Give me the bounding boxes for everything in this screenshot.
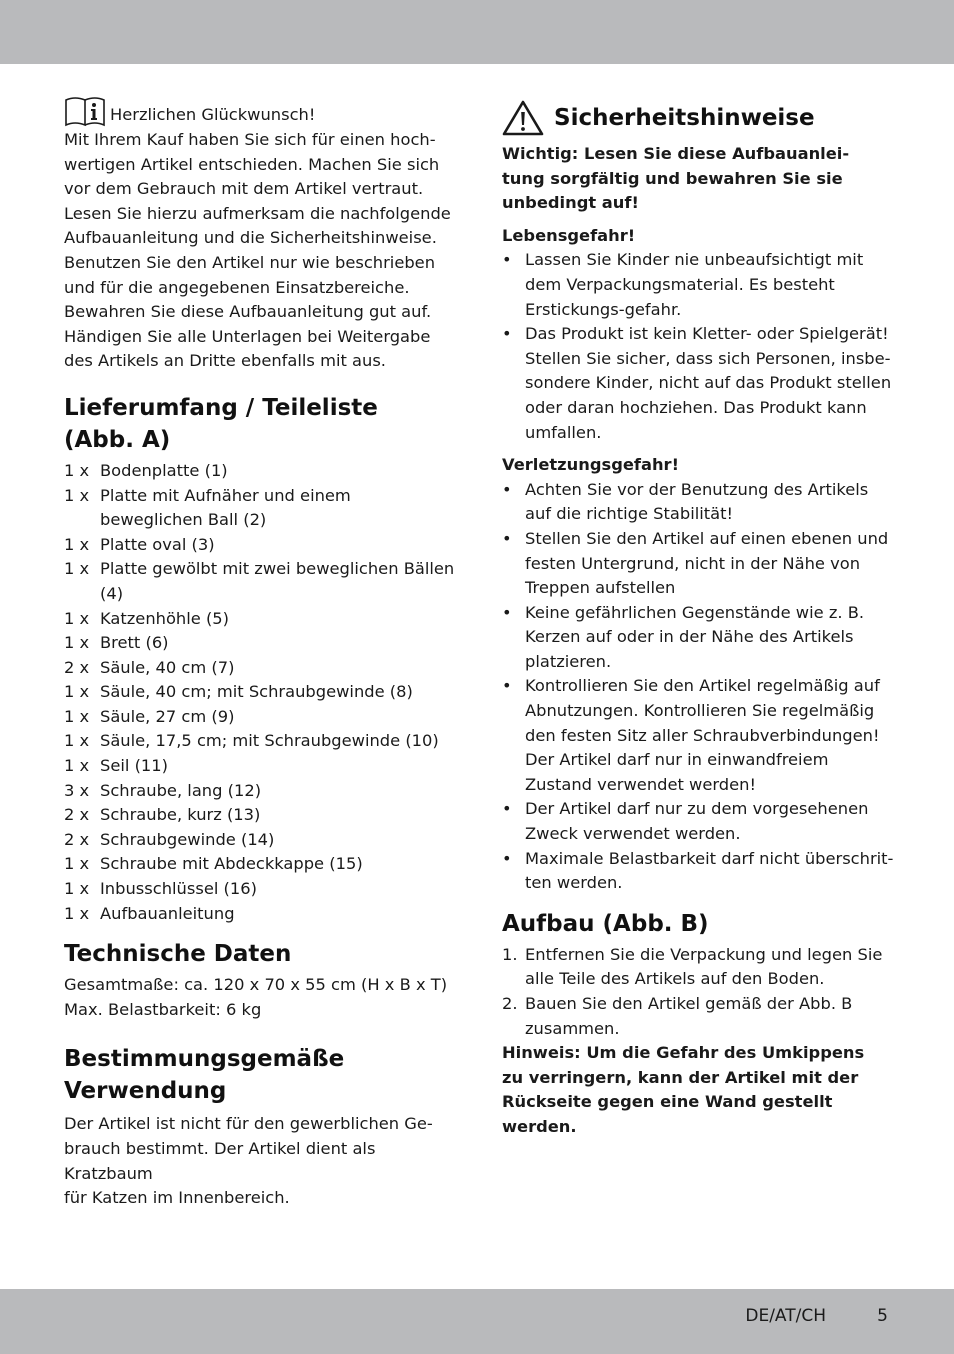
list-item [64,459,456,484]
bullet: • [502,528,512,548]
part-qty: 1 x [64,903,90,923]
list-item [64,828,456,853]
lieferumfang-heading-line1: Lieferumfang / Teileliste [64,394,378,421]
technische-daten-heading: Technische Daten [64,941,292,968]
step-number: 1. [502,944,518,964]
part-qty: 1 x [64,682,90,702]
part-name: Inbusschlüssel (16) [100,879,257,899]
part-name: Katzenhöhle (5) [100,608,230,628]
part-qty: 3 x [64,780,90,800]
lieferumfang-heading [64,392,456,456]
wichtig-line: tung sorgfältig und bewahren Sie sie [502,168,843,188]
intro-line: und für die angegebenen Einsatzbereiche. [64,277,410,297]
wichtig-line: Wichtig: Lesen Sie diese Aufbauanlei- [502,144,850,163]
list-item [502,478,894,527]
part-name: Bodenplatte (1) [100,460,228,480]
part-qty: 1 x [64,731,90,751]
aufbau-heading: Aufbau (Abb. B) [502,910,709,937]
intro-text [64,128,456,374]
intro-line: Benutzen Sie den Artikel nur wie beschrieben [64,252,436,272]
part-qty: 1 x [64,854,90,874]
footer-region: DE/AT/CH [745,1306,826,1326]
intro-line: Mit Ihrem Kauf haben Sie sich für einen hoch- [64,130,436,149]
list-item [64,656,456,681]
bullet-text: Lassen Sie Kinder nie unbeaufsichtigt mit dem Verpackungsmaterial. Es besteht Erstickungs-gefahr. [525,250,864,319]
bullet: • [502,602,512,622]
hinweis-line: zu verringern, kann der Artikel mit der [502,1067,859,1087]
list-item [502,527,894,601]
lebensgefahr-list [502,248,894,445]
lieferumfang-heading-line2: (Abb. A) [64,426,171,453]
part-name: Schraubgewinde (14) [100,829,275,849]
intro-greeting: Herzlichen Glückwunsch! [110,105,316,125]
bullet-text: Keine gefährlichen Gegenstände wie z. B. Kerzen auf oder in der Nähe des Artikels platzieren. [525,602,865,671]
bullet-text: Kontrollieren Sie den Artikel regelmäßig auf Abnutzungen. Kontrollieren Sie regelmäßig den festen Sitz aller Schraubverbindungen! Der Artikel darf nur in einwandfreiem Zustand verwendet werden! [525,676,880,794]
part-name: Säule, 40 cm; mit Schraubgewinde (8) [100,682,413,702]
tech-max-load: Max. Belastbarkeit: 6 kg [64,999,262,1019]
left-column [64,96,456,1211]
parts-list [64,459,456,926]
list-item [64,705,456,730]
part-qty: 1 x [64,633,90,653]
bestimmung-heading-line1: Bestimmungsgemäße [64,1046,345,1073]
hinweis-line: Rückseite gegen eine Wand gestellt [502,1092,833,1112]
list-item [64,484,456,533]
list-item [64,779,456,804]
part-name: Schraube, kurz (13) [100,805,261,825]
list-item [64,877,456,902]
part-qty: 1 x [64,879,90,899]
bestimmung-line: für Katzen im Innenbereich. [64,1188,290,1208]
bullet: • [502,479,512,499]
list-item [64,680,456,705]
bullet: • [502,324,512,344]
part-name: Schraube mit Abdeckkappe (15) [100,854,363,874]
intro-line: Aufbauanleitung und die Sicherheitshinweise. [64,228,437,248]
lebensgefahr-heading: Lebensgefahr! [502,225,636,245]
bullet-text: Das Produkt ist kein Kletter- oder Spielgerät! Stellen Sie sicher, dass sich Personen, insbe-sondere Kinder, nicht auf das Produkt stellen oder daran hochziehen. Das Produkt kann umfallen. [525,324,892,442]
list-item [64,803,456,828]
safety-heading-row [502,100,894,136]
right-column [502,96,894,1140]
intro-line: wertigen Artikel entschieden. Machen Sie sich [64,154,440,174]
list-item [64,754,456,779]
list-item [502,322,894,445]
list-item [502,601,894,675]
info-book-icon [64,96,108,128]
step-text: Entfernen Sie die Verpackung und legen Sie alle Teile des Artikels auf den Boden. [525,944,883,989]
list-item [64,902,456,927]
safety-heading: Sicherheitshinweise [554,105,815,131]
intro-line: Bewahren Sie diese Aufbauanleitung gut auf. [64,302,432,322]
list-item [64,533,456,558]
part-name: Schraube, lang (12) [100,780,262,800]
list-item [64,557,456,606]
intro-line: vor dem Gebrauch mit dem Artikel vertraut. [64,179,424,199]
part-name: Brett (6) [100,633,169,653]
wichtig-line: unbedingt auf! [502,193,639,213]
list-item [64,631,456,656]
page-number: 5 [877,1306,888,1326]
tech-dimensions: Gesamtmaße: ca. 120 x 70 x 55 cm (H x B x T) [64,975,448,995]
bestimmung-line: Der Artikel ist nicht für den gewerblichen Ge- [64,1114,433,1134]
part-qty: 1 x [64,534,90,554]
bullet: • [502,250,512,270]
intro-line: Händigen Sie alle Unterlagen bei Weitergabe [64,326,431,346]
step-number: 2. [502,994,518,1013]
hinweis-line: werden. [502,1116,577,1136]
part-qty: 1 x [64,460,90,480]
part-name: Platte oval (3) [100,534,215,554]
bullet: • [502,676,512,696]
list-item [64,729,456,754]
part-name: Aufbauanleitung [100,903,235,923]
part-qty: 1 x [64,608,90,628]
bestimmung-heading [64,1043,456,1107]
list-item [502,992,894,1041]
part-qty: 2 x [64,657,90,677]
list-item [502,248,894,322]
step-text: Bauen Sie den Artikel gemäß der Abb. B zusammen. [525,994,853,1038]
intro-line: des Artikels an Dritte ebenfalls mit aus. [64,351,386,371]
part-qty: 1 x [64,559,90,579]
bullet-text: Maximale Belastbarkeit darf nicht überschrit-ten werden. [525,848,894,893]
list-item [64,852,456,877]
part-name: Platte gewölbt mit zwei beweglichen Bällen (4) [100,559,455,603]
list-item [502,674,894,797]
part-qty: 1 x [64,485,90,505]
warning-triangle-icon [502,100,544,136]
part-name: Säule, 40 cm (7) [100,657,235,677]
list-item [502,847,894,896]
bestimmung-line: brauch bestimmt. Der Artikel dient als Kratzbaum [64,1139,376,1183]
list-item [64,607,456,632]
aufbau-steps [502,943,894,1041]
part-name: Platte mit Aufnäher und einem beweglichen Ball (2) [100,485,351,530]
bullet: • [502,799,512,819]
header-band [0,0,954,64]
part-qty: 1 x [64,756,90,776]
intro-line: Lesen Sie hierzu aufmerksam die nachfolgende [64,203,451,223]
verletzung-list [502,478,894,896]
list-item [502,797,894,846]
bullet-text: Achten Sie vor der Benutzung des Artikels auf die richtige Stabilität! [525,479,869,524]
hinweis-line: Hinweis: Um die Gefahr des Umkippens [502,1043,865,1063]
part-qty: 2 x [64,829,90,849]
bullet: • [502,848,512,868]
bestimmung-heading-line2: Verwendung [64,1078,227,1105]
part-name: Säule, 27 cm (9) [100,706,235,726]
intro-greeting-line [64,96,456,128]
part-name: Seil (11) [100,756,168,776]
bullet-text: Stellen Sie den Artikel auf einen ebenen und festen Untergrund, nicht in der Nähe von Treppen aufstellen [525,528,889,598]
verletzung-heading: Verletzungsgefahr! [502,455,680,475]
bullet-text: Der Artikel darf nur zu dem vorgesehenen Zweck verwendet werden. [525,799,869,844]
part-name: Säule, 17,5 cm; mit Schraubgewinde (10) [100,731,439,751]
list-item [502,943,894,992]
part-qty: 1 x [64,706,90,726]
part-qty: 2 x [64,805,90,825]
